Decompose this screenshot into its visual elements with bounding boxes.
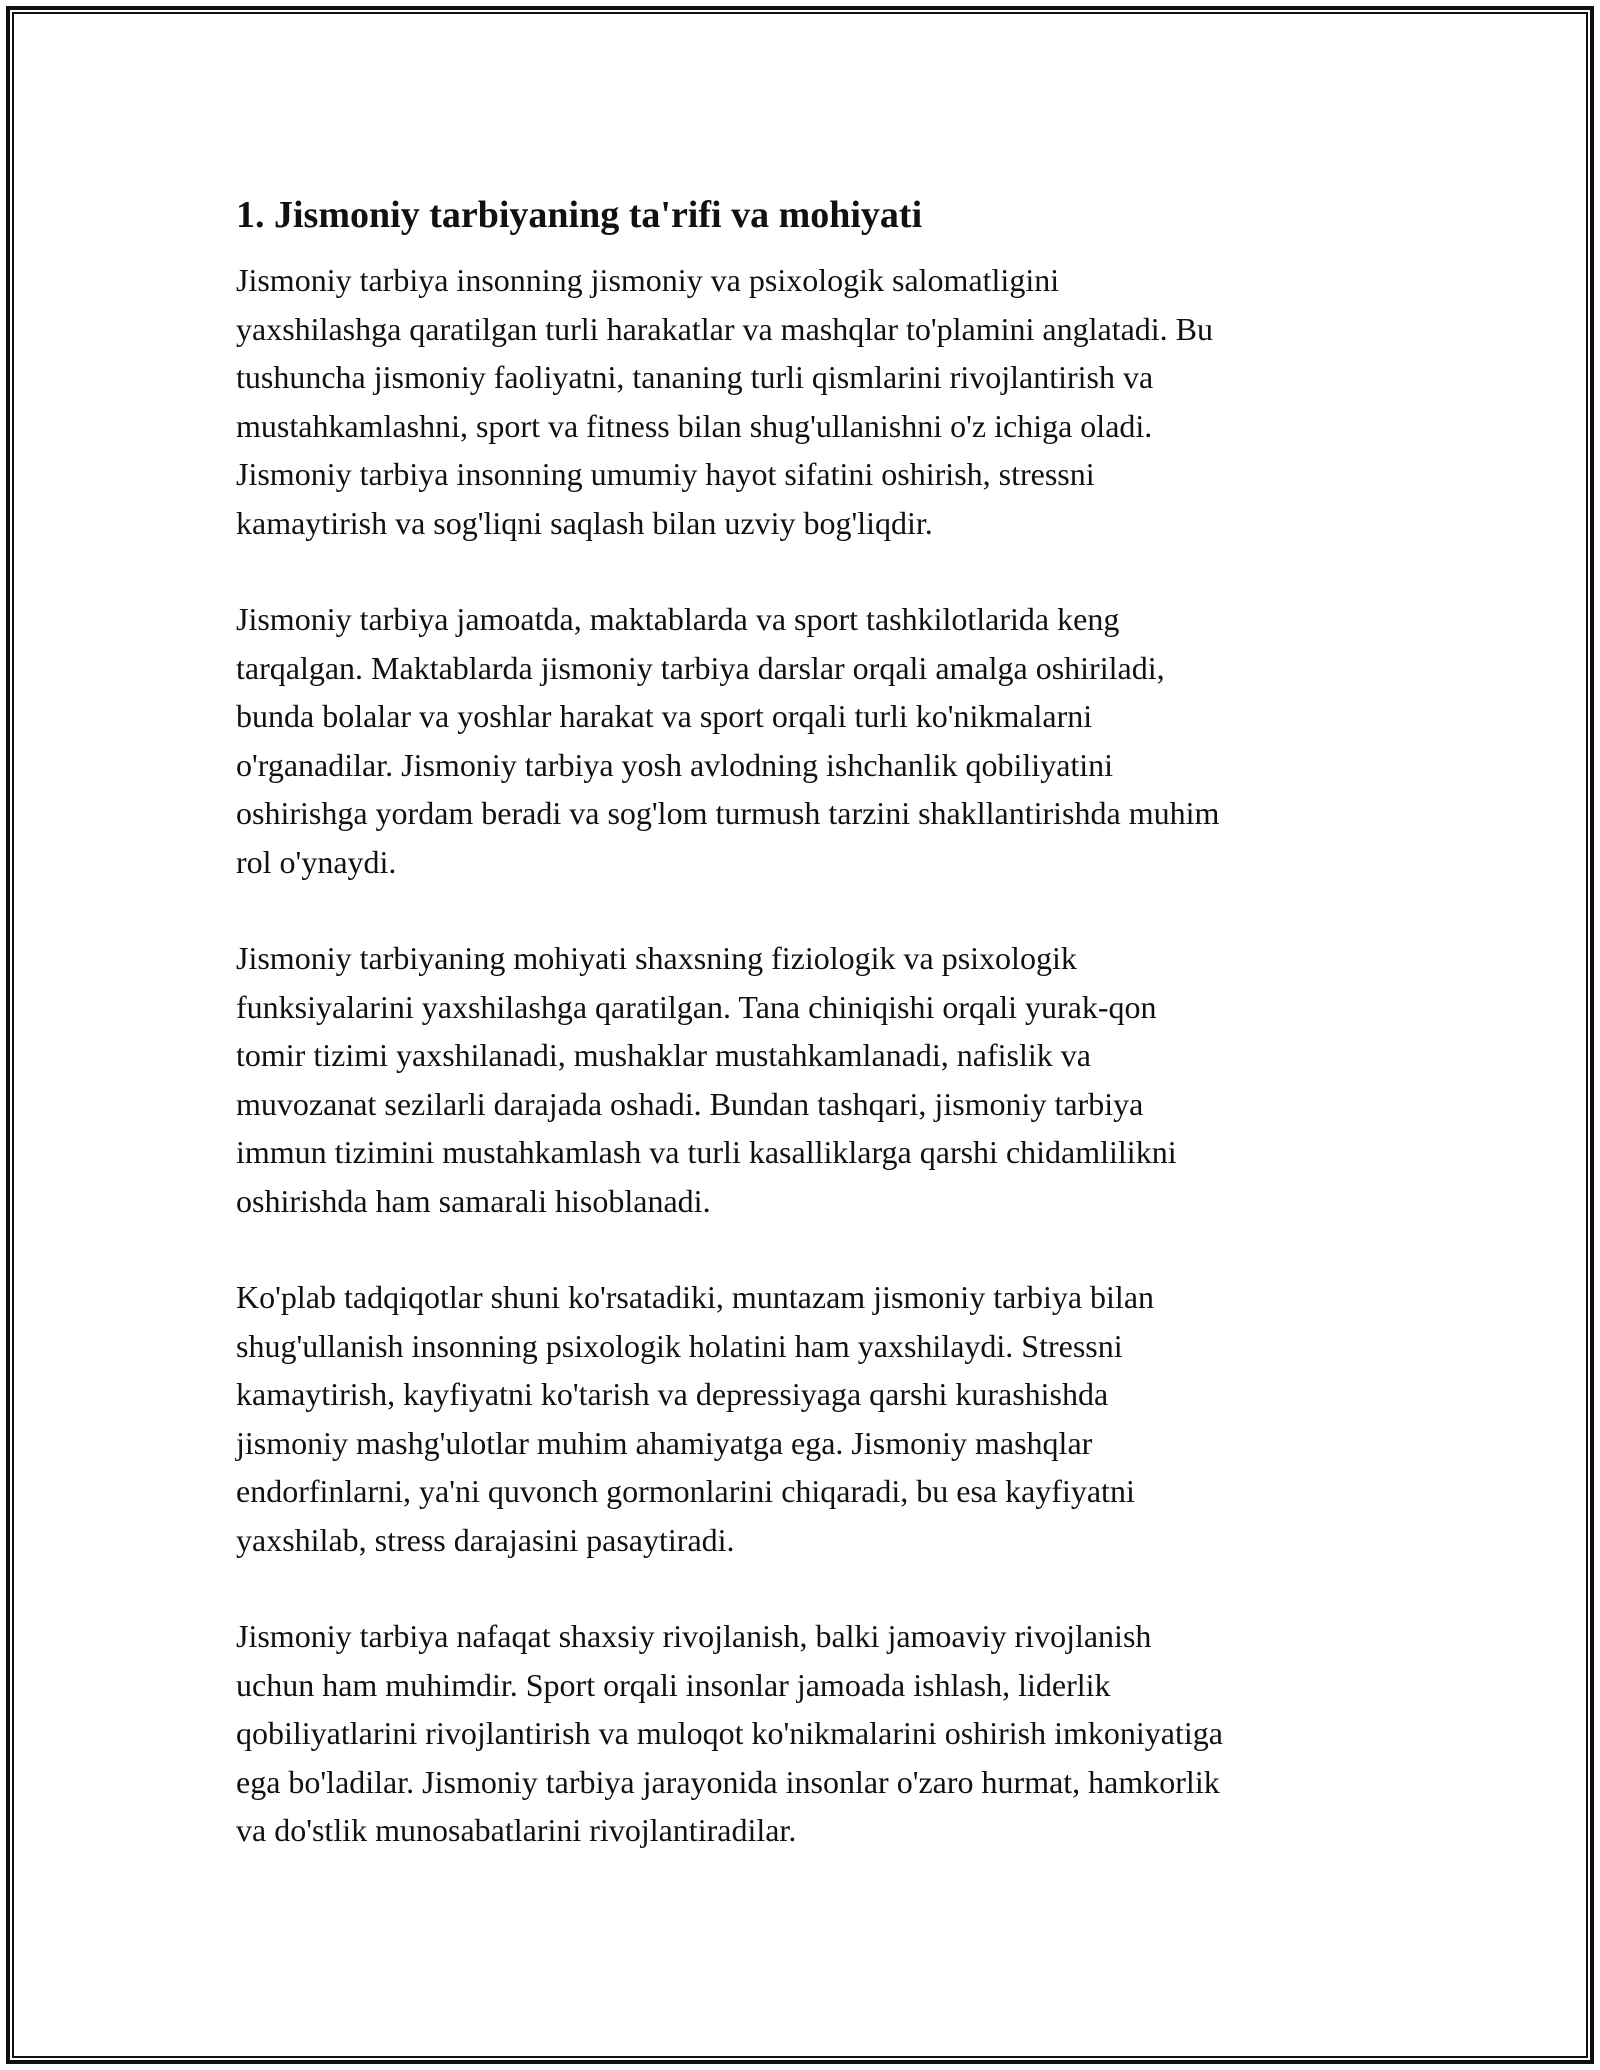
text-line: ega bo'ladilar. Jismoniy tarbiya jarayonida insonlar o'zaro hurmat, hamkorlik (236, 1763, 1220, 1800)
text-line: Jismoniy tarbiya jamoatda, maktablarda va sport tashkilotlarida keng (236, 601, 1120, 637)
text-line: Ko'plab tadqiqotlar shuni ko'rsatadiki, muntazam jismoniy tarbiya bilan (236, 1279, 1155, 1315)
text-line: uchun ham muhimdir. Sport orqali insonlar jamoada ishlash, liderlik (236, 1666, 1111, 1703)
text-line: funksiyalarini yaxshilashga qaratilgan. Tana chiniqishi orqali yurak-qon (236, 988, 1157, 1025)
text-line: qobiliyatlarini rivojlantirish va muloqot ko'nikmalarini oshirish imkoniyatiga (236, 1715, 1223, 1751)
text-line: yaxshilashga qaratilgan turli harakatlar va mashqlar to'plamini anglatadi. Bu (236, 310, 1214, 347)
text-line: jismoniy mashg'ulotlar muhim ahamiyatga ega. Jismoniy mashqlar (236, 1424, 1093, 1461)
text-line: rol o'ynaydi. (236, 843, 397, 880)
text-line: oshirishga yordam beradi va sog'lom turmush tarzini shakllantirishda muhim (236, 795, 1220, 831)
text-line: endorfinlarni, ya'ni quvonch gormonlarini chiqaradi, bu esa kayfiyatni (236, 1473, 1135, 1509)
text-line: Jismoniy tarbiya insonning umumiy hayot sifatini oshirish, stressni (236, 456, 1095, 492)
text-line: tushuncha jismoniy faoliyatni, tananing turli qismlarini rivojlantirish va (236, 359, 1154, 395)
paragraph-essence (236, 934, 1376, 1225)
text-line: kamaytirish, kayfiyatni ko'tarish va depressiyaga qarshi kurashishda (236, 1376, 1109, 1412)
text-line: Jismoniy tarbiyaning mohiyati shaxsning fiziologik va psixologik (236, 940, 1077, 976)
text-line: yaxshilab, stress darajasini pasaytiradi. (236, 1521, 735, 1558)
text-line: o'rganadilar. Jismoniy tarbiya yosh avlodning ishchanlik qobiliyatini (236, 746, 1114, 783)
paragraph-definition (236, 256, 1376, 547)
text-line: Jismoniy tarbiya nafaqat shaxsiy rivojlanish, balki jamoaviy rivojlanish (236, 1618, 1152, 1654)
paragraph-social (236, 1612, 1376, 1855)
text-line: va do'stlik munosabatlarini rivojlantiradilar. (236, 1812, 797, 1848)
text-line: immun tizimini mustahkamlash va turli kasalliklarga qarshi chidamlilikni (236, 1134, 1177, 1170)
text-line: mustahkamlashni, sport va fitness bilan shug'ullanishni o'z ichiga oladi. (236, 407, 1153, 444)
text-line: Jismoniy tarbiya insonning jismoniy va psixologik salomatligini (236, 262, 1060, 298)
text-line: bunda bolalar va yoshlar harakat va sport orqali turli ko'nikmalarni (236, 698, 1093, 734)
document-body (236, 186, 1376, 1855)
paragraph-schools (236, 595, 1376, 886)
section-heading: 1. Jismoniy tarbiyaning ta'rifi va mohiyati (236, 194, 923, 236)
text-line: tomir tizimi yaxshilanadi, mushaklar mustahkamlanadi, nafislik va (236, 1037, 1091, 1073)
text-line: kamaytirish va sog'liqni saqlash bilan uzviy bog'liqdir. (236, 504, 933, 541)
text-line: shug'ullanish insonning psixologik holatini ham yaxshilaydi. Stressni (236, 1327, 1123, 1364)
text-line: muvozanat sezilarli darajada oshadi. Bundan tashqari, jismoniy tarbiya (236, 1085, 1144, 1122)
paragraph-research (236, 1273, 1376, 1564)
text-line: tarqalgan. Maktablarda jismoniy tarbiya darslar orqali amalga oshiriladi, (236, 649, 1165, 686)
text-line: oshirishda ham samarali hisoblanadi. (236, 1182, 711, 1219)
